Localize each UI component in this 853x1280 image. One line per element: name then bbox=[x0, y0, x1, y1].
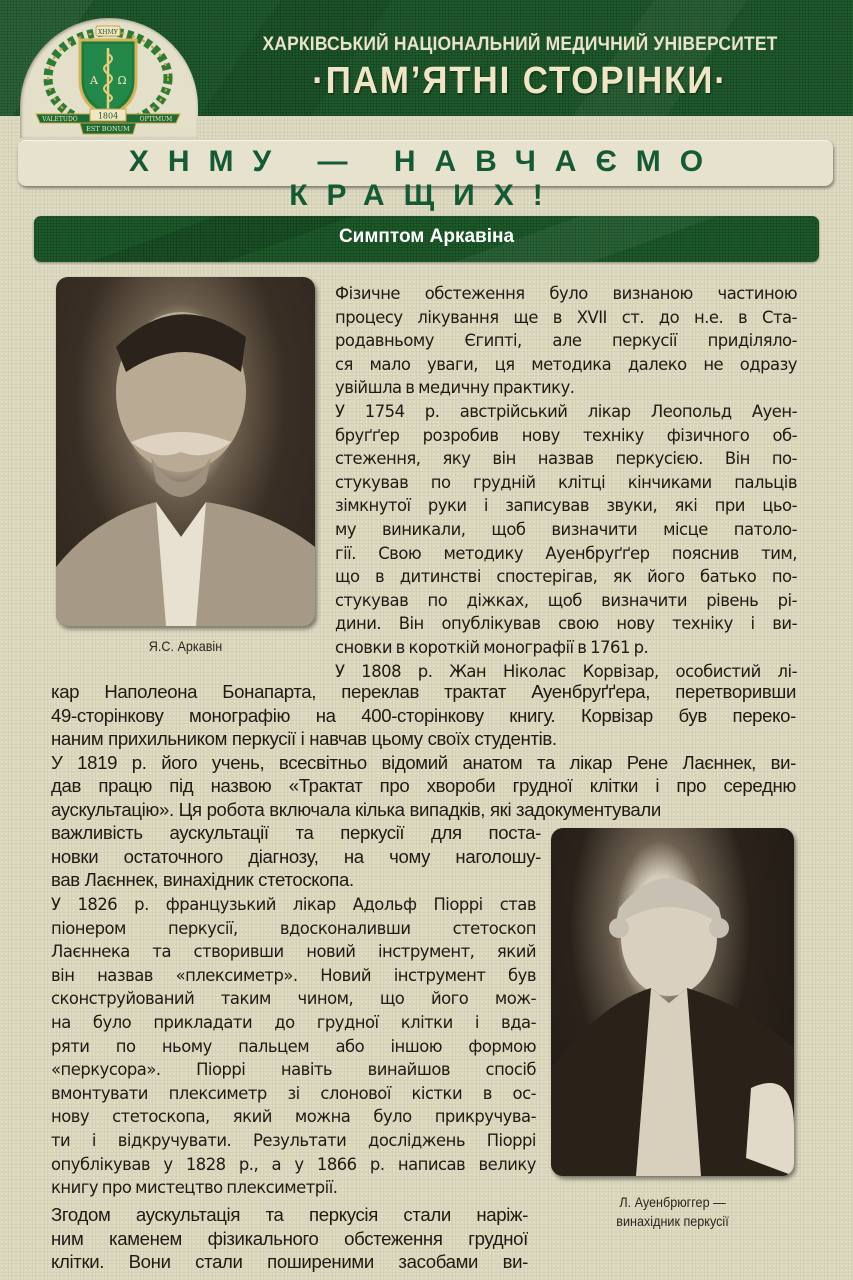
text-line: Лаєннека та створивши новий інструмент, який bbox=[51, 942, 536, 962]
text-line: стеження, яку він назвав перкусією. Він по- bbox=[335, 449, 797, 469]
text-line: дини. Він опублікував свою нову техніку і ви- bbox=[335, 614, 797, 634]
text-block-3 bbox=[51, 821, 541, 892]
text-line: стукував по грудній клітці кінчиками пальців bbox=[335, 472, 797, 492]
text-line: процесу лікування ще в XVII ст. до н.е. в Ста- bbox=[335, 307, 797, 327]
caption-auenbrugger bbox=[558, 1193, 788, 1231]
caption-auenbrugger-line1: Л. Ауенбрюггер — bbox=[619, 1194, 726, 1210]
text-line: У 1754 р. австрійський лікар Леопольд Ауен- bbox=[335, 401, 797, 421]
text-line: наним прихильником перкусії і навчав цьому своїх студентів. bbox=[51, 728, 557, 750]
text-line: важливість аускультації та перкусії для поста- bbox=[51, 822, 541, 843]
text-line: піонером перкусії, вдосконаливши стетоскоп bbox=[51, 918, 536, 938]
text-line: вав Лаєннек, винахідник стетоскопа. bbox=[51, 869, 354, 891]
text-line: на було прикладати до грудної клітки і вда- bbox=[51, 1012, 536, 1032]
university-name: ХАРКІВСЬКИЙ НАЦІОНАЛЬНИЙ МЕДИЧНИЙ УНІВЕРСИТЕТ bbox=[262, 34, 778, 55]
text-line: ним каменем фізикального обстеження грудної bbox=[51, 1227, 528, 1249]
text-line: родавньому Єгипті, але перкусії приділяло- bbox=[335, 331, 797, 351]
text-line: що в дитинстві спостерігав, як його батько по- bbox=[335, 567, 797, 587]
text-line: «перкусора». Піоррі навіть винайшов спосіб bbox=[51, 1060, 536, 1080]
portrait-auenbrugger-photo bbox=[551, 828, 794, 1176]
text-block-4 bbox=[51, 893, 536, 1200]
text-line: У 1808 р. Жан Ніколас Корвізар, особистий лі- bbox=[335, 661, 797, 681]
portrait-arkavin-illustration bbox=[56, 277, 315, 626]
crest-year: 1804 bbox=[97, 111, 119, 121]
text-line: аускультацію». Ця робота включала кілька випадків, які задокументували bbox=[51, 798, 661, 820]
text-line: бруґґер розробив нову техніку фізичного об- bbox=[335, 425, 797, 445]
text-line: увійшла в медичну практику. bbox=[335, 378, 575, 398]
text-line: нову стетоскопа, який можна було прикручува- bbox=[51, 1107, 536, 1127]
text-line: сконструйований таким чином, що його мож- bbox=[51, 989, 536, 1009]
crest-omega: Ω bbox=[117, 74, 127, 87]
text-line: Згодом аускультація та перкусія стали наріж- bbox=[51, 1204, 528, 1225]
text-line: ти і відкручувати. Результати досліджень Піоррі bbox=[51, 1130, 536, 1150]
slogan-text: ХНМУ — НАВЧАЄМО КРАЩИХ! bbox=[128, 145, 723, 212]
crest-top-label: ХНМУ bbox=[98, 29, 118, 36]
text-line: кар Наполеона Бонапарта, переклав трактат Ауенбруґґера, перетворивши bbox=[51, 681, 796, 702]
university-crest-logo bbox=[28, 22, 188, 136]
text-line: ся мало уваги, ця методика далеко не одразу bbox=[335, 354, 797, 374]
text-line: новки остаточного діагнозу, на чому наголошу- bbox=[51, 845, 541, 867]
text-line: він назвав «плексиметр». Новий інструмент був bbox=[51, 965, 536, 985]
text-line: вмонтувати плексиметр зі слонової кістки в ос- bbox=[51, 1083, 536, 1103]
text-line: клітки. Вони стали поширеними засобами ви- bbox=[51, 1251, 528, 1273]
text-line: стукував по діжках, щоб визначити рівень рі- bbox=[335, 590, 797, 610]
portrait-arkavin-photo bbox=[56, 277, 315, 626]
text-line: дав працю під назвою «Трактат про хвороби грудної клітки і про середню bbox=[51, 775, 796, 797]
text-line: ряти по ньому пальцем або іншою формою bbox=[51, 1036, 536, 1056]
text-line: 49-сторінкову монографію на 400-сторінкову книгу. Корвізар був переко- bbox=[51, 704, 796, 726]
caption-arkavin: Я.С. Аркавін bbox=[148, 638, 223, 654]
text-block-1 bbox=[335, 282, 797, 683]
text-line: гії. Свою методику Ауенбруґґер пояснив тим, bbox=[335, 543, 797, 563]
text-line: У 1826 р. французький лікар Адольф Піоррі став bbox=[51, 895, 536, 914]
crest-alpha: Α bbox=[90, 74, 98, 87]
motto-center: EST BONUM bbox=[86, 125, 130, 133]
text-line: му виникали, щоб визначити місце патоло- bbox=[335, 519, 797, 539]
text-block-2 bbox=[51, 680, 796, 822]
text-line: зімкнутої руки і записував звуки, які при цьо- bbox=[335, 496, 797, 516]
text-line: У 1819 р. його учень, всесвітньо відомий анатом та лікар Рене Лаєннек, ви- bbox=[51, 751, 796, 773]
motto-right: OPTIMUM bbox=[139, 116, 173, 123]
text-line: книгу про мистецтво плексиметрії. bbox=[51, 1178, 338, 1198]
text-block-5 bbox=[51, 1203, 528, 1274]
motto-left: VALETUDO bbox=[42, 116, 78, 123]
text-line: сновки в короткій монографії в 1761 р. bbox=[335, 637, 649, 657]
article-title: Симптом Аркавіна bbox=[338, 226, 515, 247]
caption-auenbrugger-line2: винахідник перкусії bbox=[616, 1213, 729, 1229]
series-title: ·ПАМ’ЯТНІ СТОРІНКИ· bbox=[312, 60, 728, 102]
text-line: Фізичне обстеження було визнаною частиною bbox=[335, 284, 797, 303]
text-line: опублікував у 1828 р., а у 1866 р. написав велику bbox=[51, 1154, 536, 1174]
portrait-auenbrugger-illustration bbox=[551, 828, 794, 1176]
